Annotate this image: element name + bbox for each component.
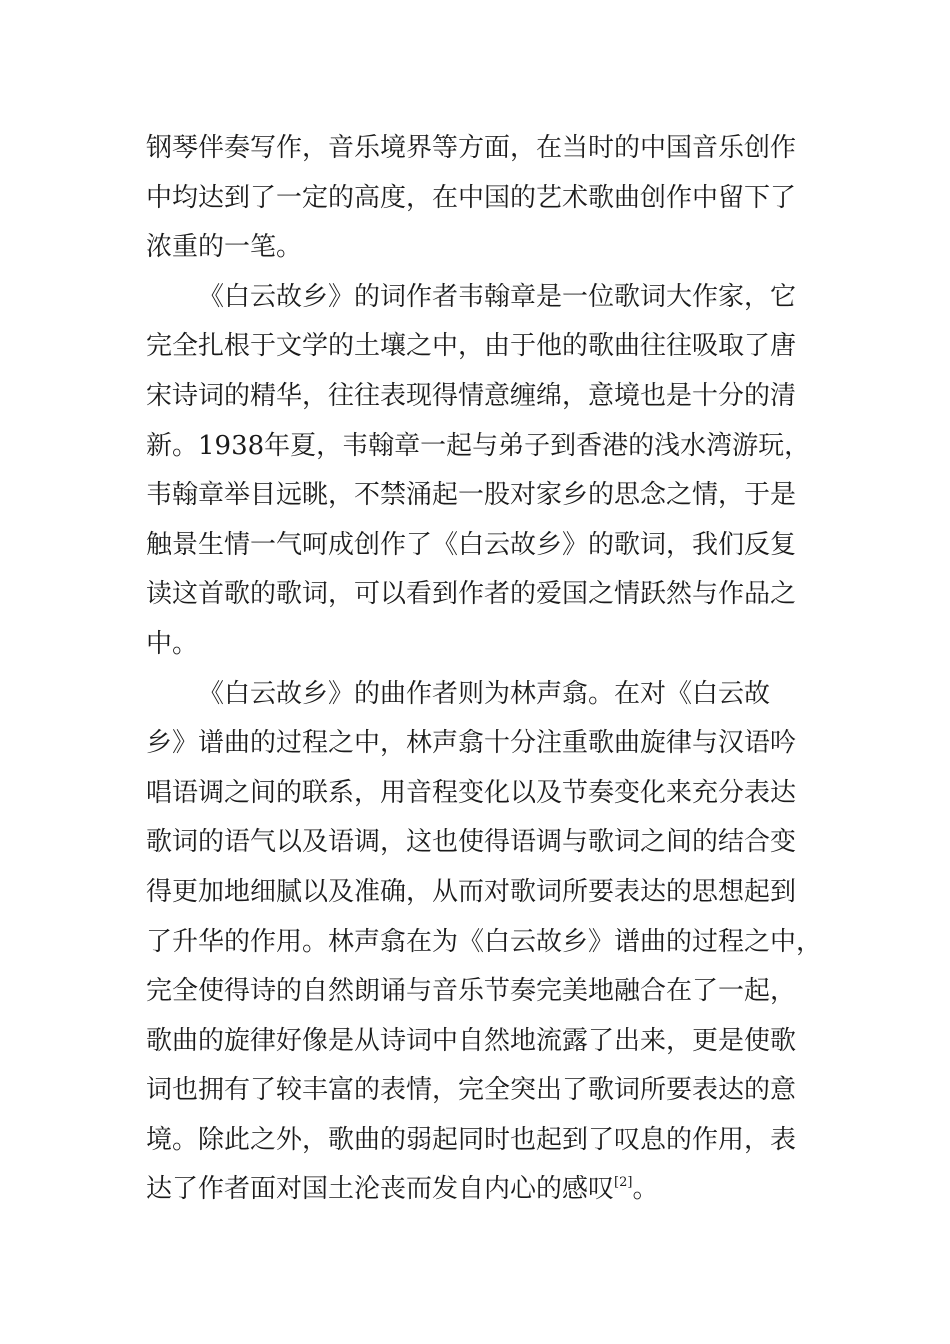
text-line: 浓重的一笔。 bbox=[146, 232, 303, 263]
text-line: 乡》谱曲的过程之中，林声翕十分注重歌曲旋律与汉语吟 bbox=[146, 728, 797, 759]
text-line: 读这首歌的歌词，可以看到作者的爱国之情跃然与作品之 bbox=[146, 579, 797, 610]
text-line: 新。1938年夏，韦翰章一起与弟子到香港的浅水湾游玩， bbox=[146, 430, 811, 461]
text-line: 触景生情一气呵成创作了《白云故乡》的歌词，我们反复 bbox=[146, 529, 797, 560]
text-line: 完全使得诗的自然朗诵与音乐节奏完美地融合在了一起， bbox=[146, 976, 797, 1007]
text-line: 唱语调之间的联系，用音程变化以及节奏变化来充分表达 bbox=[146, 777, 797, 808]
text-line-last bbox=[146, 1165, 806, 1215]
text-segment-end: 。 bbox=[632, 1174, 659, 1205]
paragraph-2 bbox=[146, 273, 811, 670]
text-line: 境。除此之外，歌曲的弱起同时也起到了叹息的作用，表 bbox=[146, 1124, 797, 1155]
text-line: 中。 bbox=[146, 628, 199, 659]
text-line: 《白云故乡》的词作者韦翰章是一位歌词大作家，它 bbox=[198, 281, 797, 312]
text-line: 了升华的作用。林声翕在为《白云故乡》谱曲的过程之中， bbox=[146, 926, 823, 957]
text-line: 宋诗词的精华，往往表现得情意缠绵，意境也是十分的清 bbox=[146, 380, 797, 411]
text-line: 中均达到了一定的高度，在中国的艺术歌曲创作中留下了 bbox=[146, 182, 797, 213]
text-line: 词也拥有了较丰富的表情，完全突出了歌词所要表达的意 bbox=[146, 1075, 797, 1106]
citation-reference[interactable]: [2] bbox=[614, 1174, 633, 1190]
paragraph-1 bbox=[146, 124, 806, 273]
text-line: 得更加地细腻以及准确，从而对歌词所要表达的思想起到 bbox=[146, 876, 797, 907]
text-line: 歌词的语气以及语调，这也使得语调与歌词之间的结合变 bbox=[146, 827, 797, 858]
text-line: 歌曲的旋律好像是从诗词中自然地流露了出来，更是使歌 bbox=[146, 1025, 797, 1056]
paragraph-3 bbox=[146, 670, 823, 1216]
text-line: 钢琴伴奏写作，音乐境界等方面，在当时的中国音乐创作 bbox=[146, 133, 797, 163]
text-line: 《白云故乡》的曲作者则为林声翕。在对《白云故 bbox=[198, 678, 771, 709]
text-line: 完全扎根于文学的土壤之中，由于他的歌曲往往吸取了唐 bbox=[146, 331, 797, 362]
text-segment: 达了作者面对国土沦丧而发自内心的感叹 bbox=[146, 1174, 615, 1205]
text-line: 韦翰章举目远眺，不禁涌起一股对家乡的思念之情，于是 bbox=[146, 480, 797, 511]
document-body bbox=[146, 124, 823, 1215]
